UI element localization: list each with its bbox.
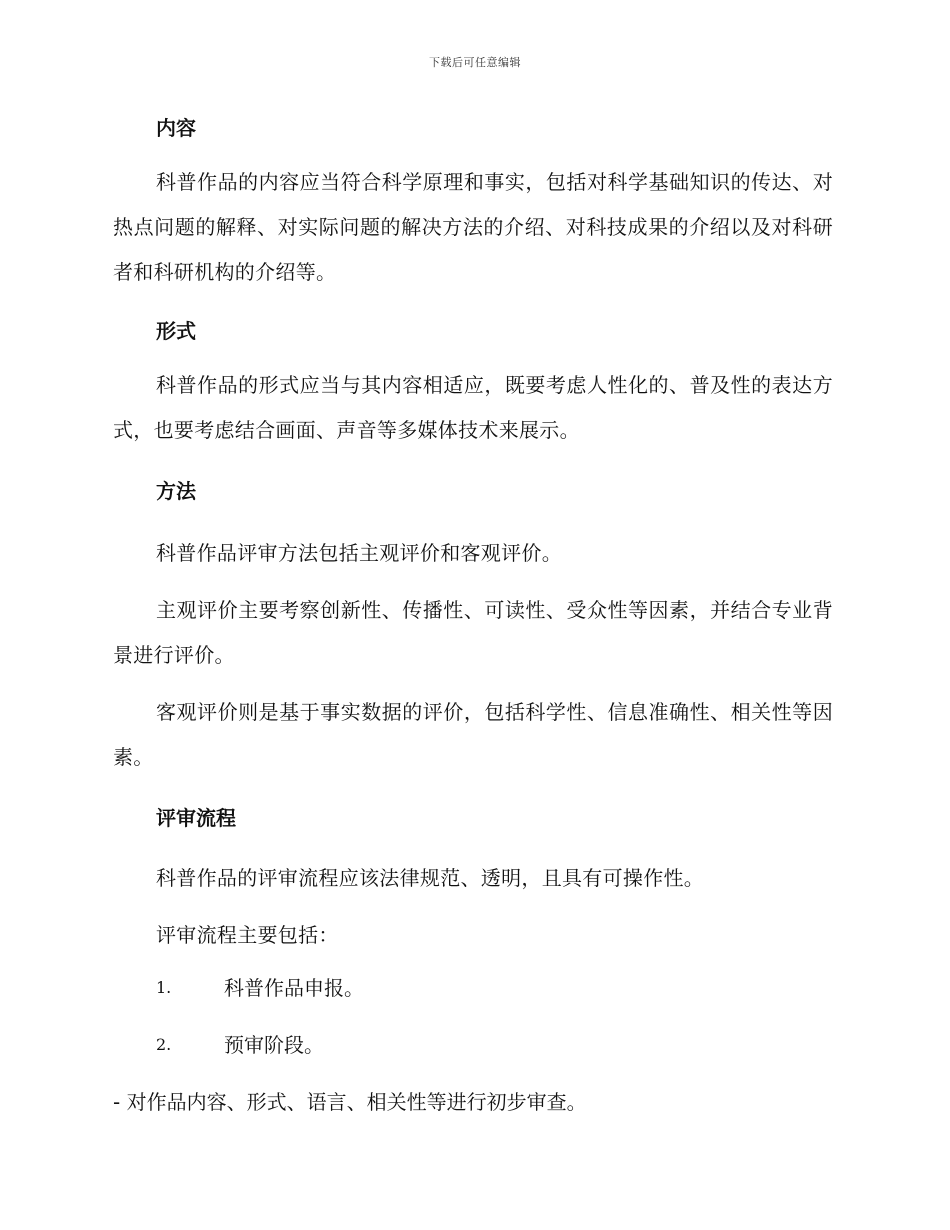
section-heading-form: 形式 — [156, 319, 196, 343]
method-paragraph: 客观评价则是基于事实数据的评价，包括科学性、信息准确性、相关性等因素。 — [113, 700, 833, 769]
list-item — [113, 1027, 833, 1063]
list-item-number: 1. — [156, 978, 172, 997]
list-item-number: 2. — [156, 1035, 172, 1054]
dash-list-line: - 对作品内容、形式、语言、相关性等进行初步审查。 — [113, 1090, 587, 1114]
list-item-text: 科普作品申报。 — [224, 976, 364, 1000]
section-heading-method: 方法 — [156, 479, 196, 503]
content-paragraph: 科普作品的内容应当符合科学原理和事实，包括对科学基础知识的传达、对热点问题的解释、对实际问题的解决方法的介绍、对科技成果的介绍以及对科研者和科研机构的介绍等。 — [113, 170, 833, 284]
document-body — [113, 110, 833, 1120]
list-item-text: 预审阶段。 — [224, 1033, 324, 1057]
section-heading-content: 内容 — [156, 116, 196, 140]
page-header: 下载后可任意编辑 — [429, 56, 521, 69]
form-paragraph: 科普作品的形式应当与其内容相适应，既要考虑人性化的、普及性的表达方式，也要考虑结合画面、声音等多媒体技术来展示。 — [113, 373, 833, 442]
method-paragraph: 主观评价主要考察创新性、传播性、可读性、受众性等因素，并结合专业背景进行评价。 — [113, 598, 833, 667]
section-heading-process: 评审流程 — [156, 806, 236, 830]
method-paragraph: 科普作品评审方法包括主观评价和客观评价。 — [156, 541, 562, 565]
list-item — [113, 970, 833, 1006]
process-paragraph: 评审流程主要包括： — [156, 923, 339, 947]
process-paragraph: 科普作品的评审流程应该法律规范、透明，且具有可操作性。 — [156, 866, 705, 890]
